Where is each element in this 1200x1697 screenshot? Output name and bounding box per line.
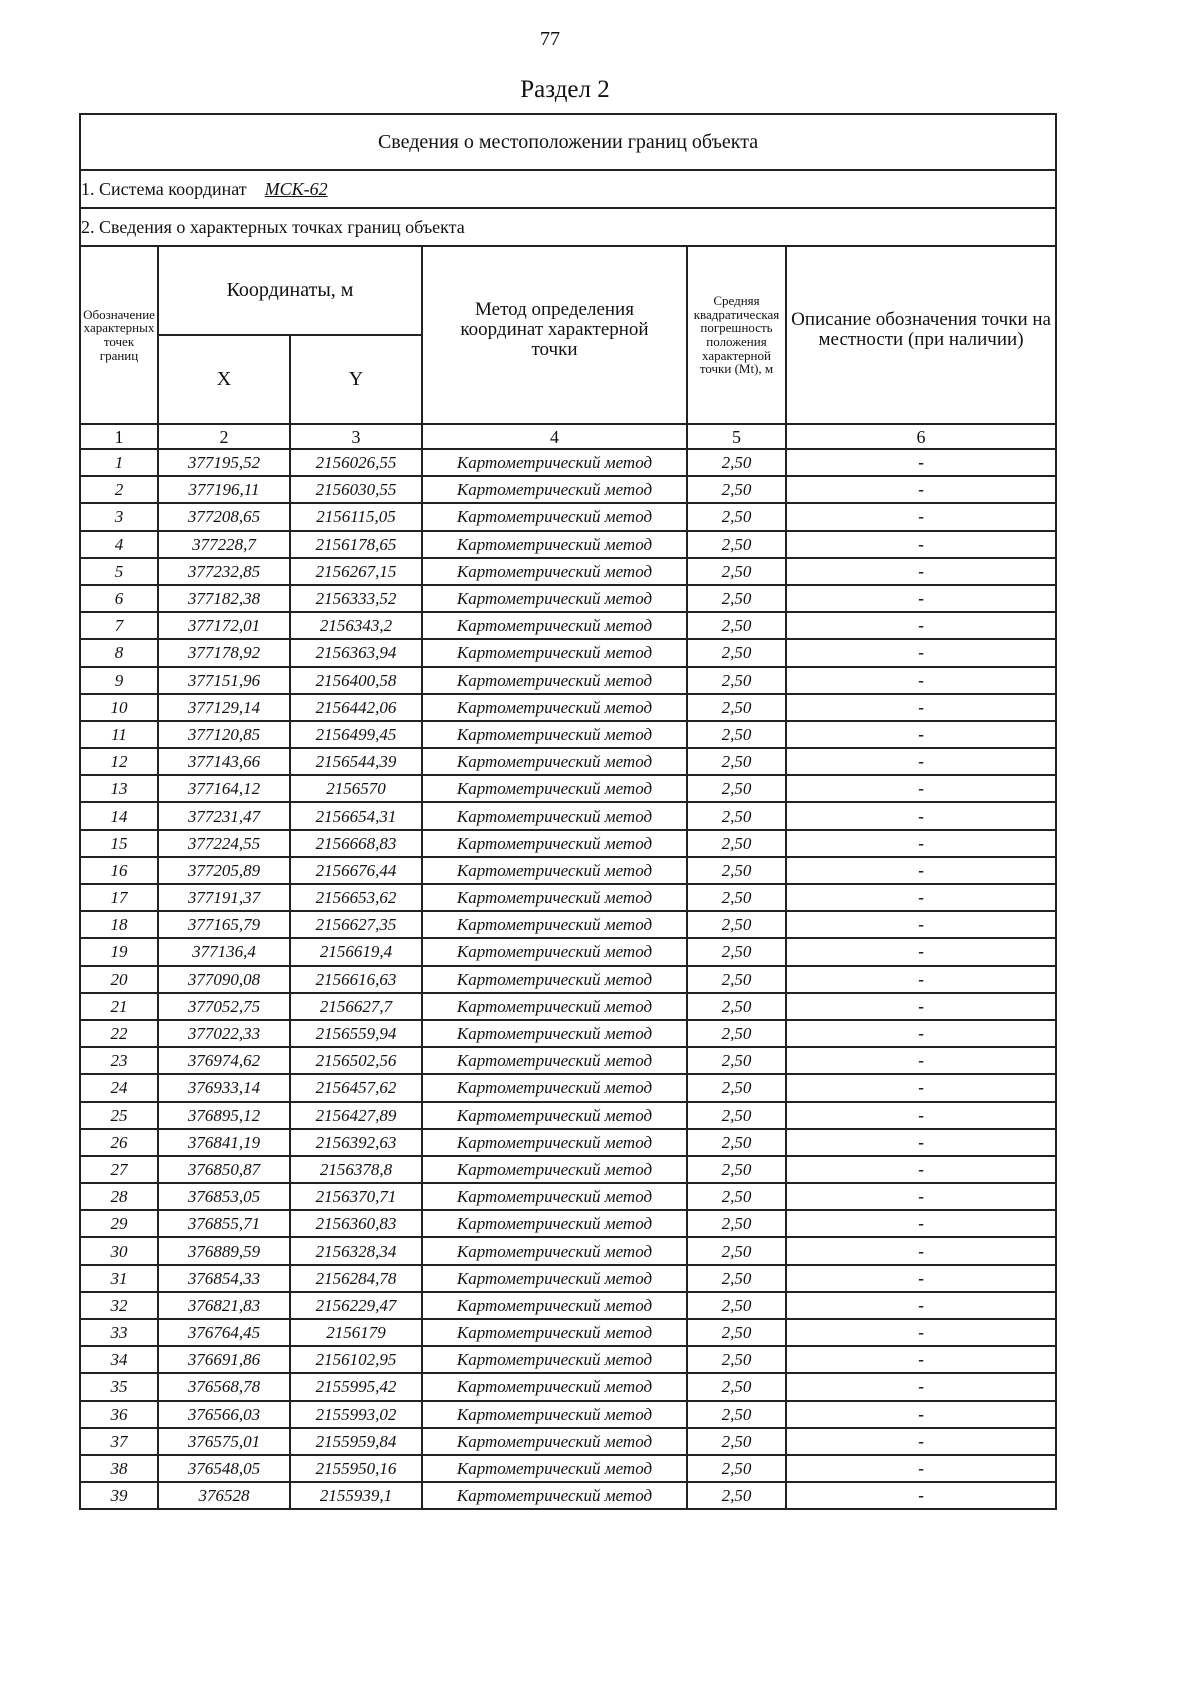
x-coordinate: 376854,33 <box>158 1265 290 1292</box>
x-coordinate: 376933,14 <box>158 1074 290 1101</box>
point-number: 3 <box>80 503 158 530</box>
description-cell: - <box>786 1319 1056 1346</box>
x-coordinate: 376575,01 <box>158 1428 290 1455</box>
y-coordinate: 2156378,8 <box>290 1156 422 1183</box>
description-cell: - <box>786 694 1056 721</box>
x-coordinate: 377052,75 <box>158 993 290 1020</box>
mean-square-error: 2,50 <box>687 802 786 829</box>
header-x: X <box>158 335 290 424</box>
y-coordinate: 2156102,95 <box>290 1346 422 1373</box>
y-coordinate: 2156392,63 <box>290 1129 422 1156</box>
mean-square-error: 2,50 <box>687 1373 786 1400</box>
description-cell: - <box>786 993 1056 1020</box>
description-cell: - <box>786 1047 1056 1074</box>
coordinate-system-row <box>80 170 1056 208</box>
description-cell: - <box>786 1265 1056 1292</box>
point-number: 19 <box>80 938 158 965</box>
description-cell: - <box>786 612 1056 639</box>
table-row <box>80 558 1056 585</box>
y-coordinate: 2156333,52 <box>290 585 422 612</box>
table-row <box>80 884 1056 911</box>
method-cell: Картометрический метод <box>422 802 687 829</box>
x-coordinate: 377182,38 <box>158 585 290 612</box>
method-cell: Картометрический метод <box>422 1210 687 1237</box>
x-coordinate: 377129,14 <box>158 694 290 721</box>
boundary-points-table <box>79 113 1057 1510</box>
table-title: Сведения о местоположении границ объекта <box>80 114 1056 170</box>
x-coordinate: 377191,37 <box>158 884 290 911</box>
x-coordinate: 376895,12 <box>158 1102 290 1129</box>
point-number: 6 <box>80 585 158 612</box>
y-coordinate: 2156360,83 <box>290 1210 422 1237</box>
method-cell: Картометрический метод <box>422 585 687 612</box>
x-coordinate: 376566,03 <box>158 1401 290 1428</box>
method-cell: Картометрический метод <box>422 966 687 993</box>
table-row <box>80 503 1056 530</box>
header-method: Метод определения координат характерной точки <box>422 246 687 424</box>
table-row <box>80 721 1056 748</box>
x-coordinate: 377120,85 <box>158 721 290 748</box>
method-cell: Картометрический метод <box>422 1373 687 1400</box>
section-title: Раздел 2 <box>520 76 610 103</box>
x-coordinate: 377164,12 <box>158 775 290 802</box>
point-number: 2 <box>80 476 158 503</box>
description-cell: - <box>786 1074 1056 1101</box>
description-cell: - <box>786 585 1056 612</box>
x-coordinate: 377224,55 <box>158 830 290 857</box>
description-cell: - <box>786 1346 1056 1373</box>
y-coordinate: 2156627,7 <box>290 993 422 1020</box>
x-coordinate: 377228,7 <box>158 531 290 558</box>
mean-square-error: 2,50 <box>687 476 786 503</box>
mean-square-error: 2,50 <box>687 531 786 558</box>
x-coordinate: 376691,86 <box>158 1346 290 1373</box>
point-number: 8 <box>80 639 158 666</box>
method-cell: Картометрический метод <box>422 1346 687 1373</box>
table-row <box>80 1292 1056 1319</box>
mean-square-error: 2,50 <box>687 1156 786 1183</box>
method-cell: Картометрический метод <box>422 667 687 694</box>
method-cell: Картометрический метод <box>422 721 687 748</box>
point-number: 25 <box>80 1102 158 1129</box>
description-cell: - <box>786 503 1056 530</box>
point-number: 38 <box>80 1455 158 1482</box>
x-coordinate: 376764,45 <box>158 1319 290 1346</box>
column-number: 6 <box>786 424 1056 449</box>
point-number: 20 <box>80 966 158 993</box>
mean-square-error: 2,50 <box>687 639 786 666</box>
y-coordinate: 2156627,35 <box>290 911 422 938</box>
method-cell: Картометрический метод <box>422 1401 687 1428</box>
mean-square-error: 2,50 <box>687 667 786 694</box>
column-number: 1 <box>80 424 158 449</box>
table-row <box>80 1156 1056 1183</box>
mean-square-error: 2,50 <box>687 1319 786 1346</box>
table-row <box>80 694 1056 721</box>
x-coordinate: 377232,85 <box>158 558 290 585</box>
method-cell: Картометрический метод <box>422 911 687 938</box>
column-number: 4 <box>422 424 687 449</box>
x-coordinate: 377090,08 <box>158 966 290 993</box>
method-cell: Картометрический метод <box>422 857 687 884</box>
x-coordinate: 376568,78 <box>158 1373 290 1400</box>
y-coordinate: 2156026,55 <box>290 449 422 476</box>
y-coordinate: 2155950,16 <box>290 1455 422 1482</box>
y-coordinate: 2156363,94 <box>290 639 422 666</box>
point-number: 1 <box>80 449 158 476</box>
x-coordinate: 377165,79 <box>158 911 290 938</box>
x-coordinate: 377136,4 <box>158 938 290 965</box>
mean-square-error: 2,50 <box>687 503 786 530</box>
table-row <box>80 1129 1056 1156</box>
mean-square-error: 2,50 <box>687 585 786 612</box>
x-coordinate: 377208,65 <box>158 503 290 530</box>
method-cell: Картометрический метод <box>422 884 687 911</box>
point-number: 21 <box>80 993 158 1020</box>
method-cell: Картометрический метод <box>422 993 687 1020</box>
mean-square-error: 2,50 <box>687 884 786 911</box>
y-coordinate: 2156370,71 <box>290 1183 422 1210</box>
method-cell: Картометрический метод <box>422 531 687 558</box>
method-cell: Картометрический метод <box>422 476 687 503</box>
mean-square-error: 2,50 <box>687 1020 786 1047</box>
mean-square-error: 2,50 <box>687 1401 786 1428</box>
x-coordinate: 376841,19 <box>158 1129 290 1156</box>
point-number: 30 <box>80 1237 158 1264</box>
y-coordinate: 2155993,02 <box>290 1401 422 1428</box>
header-mean-square-error: Средняя квадратическая погрешность положения характерной точки (Mt), м <box>687 246 786 424</box>
point-number: 18 <box>80 911 158 938</box>
y-coordinate: 2156178,65 <box>290 531 422 558</box>
point-number: 5 <box>80 558 158 585</box>
method-cell: Картометрический метод <box>422 694 687 721</box>
y-coordinate: 2156653,62 <box>290 884 422 911</box>
point-number: 4 <box>80 531 158 558</box>
description-cell: - <box>786 476 1056 503</box>
point-number: 10 <box>80 694 158 721</box>
x-coordinate: 377196,11 <box>158 476 290 503</box>
mean-square-error: 2,50 <box>687 938 786 965</box>
table-row <box>80 1265 1056 1292</box>
point-number: 12 <box>80 748 158 775</box>
mean-square-error: 2,50 <box>687 721 786 748</box>
table-row <box>80 993 1056 1020</box>
table-row <box>80 476 1056 503</box>
method-cell: Картометрический метод <box>422 1102 687 1129</box>
x-coordinate: 376548,05 <box>158 1455 290 1482</box>
method-cell: Картометрический метод <box>422 830 687 857</box>
table-row <box>80 1319 1056 1346</box>
y-coordinate: 2156559,94 <box>290 1020 422 1047</box>
description-cell: - <box>786 1129 1056 1156</box>
points-section-label: 2. Сведения о характерных точках границ объекта <box>80 208 1056 246</box>
point-number: 11 <box>80 721 158 748</box>
table-row <box>80 612 1056 639</box>
x-coordinate: 376528 <box>158 1482 290 1509</box>
y-coordinate: 2156427,89 <box>290 1102 422 1129</box>
y-coordinate: 2156328,34 <box>290 1237 422 1264</box>
y-coordinate: 2156343,2 <box>290 612 422 639</box>
point-number: 33 <box>80 1319 158 1346</box>
description-cell: - <box>786 1373 1056 1400</box>
point-number: 34 <box>80 1346 158 1373</box>
description-cell: - <box>786 1237 1056 1264</box>
coordinate-system-label: 1. Система координат <box>81 178 247 199</box>
table-row <box>80 1102 1056 1129</box>
y-coordinate: 2156400,58 <box>290 667 422 694</box>
description-cell: - <box>786 1183 1056 1210</box>
y-coordinate: 2155959,84 <box>290 1428 422 1455</box>
mean-square-error: 2,50 <box>687 1265 786 1292</box>
column-number: 3 <box>290 424 422 449</box>
coordinate-system-value: МСК-62 <box>264 178 328 199</box>
mean-square-error: 2,50 <box>687 857 786 884</box>
method-cell: Картометрический метод <box>422 1047 687 1074</box>
y-coordinate: 2155939,1 <box>290 1482 422 1509</box>
point-number: 27 <box>80 1156 158 1183</box>
y-coordinate: 2156619,4 <box>290 938 422 965</box>
table-row <box>80 1020 1056 1047</box>
description-cell: - <box>786 911 1056 938</box>
y-coordinate: 2156229,47 <box>290 1292 422 1319</box>
mean-square-error: 2,50 <box>687 775 786 802</box>
y-coordinate: 2156457,62 <box>290 1074 422 1101</box>
y-coordinate: 2155995,42 <box>290 1373 422 1400</box>
table-row <box>80 667 1056 694</box>
point-number: 14 <box>80 802 158 829</box>
mean-square-error: 2,50 <box>687 911 786 938</box>
description-cell: - <box>786 938 1056 965</box>
mean-square-error: 2,50 <box>687 830 786 857</box>
description-cell: - <box>786 830 1056 857</box>
point-number: 32 <box>80 1292 158 1319</box>
method-cell: Картометрический метод <box>422 938 687 965</box>
header-description: Описание обозначения точки на местности (при наличии) <box>786 246 1056 424</box>
mean-square-error: 2,50 <box>687 748 786 775</box>
header-y: Y <box>290 335 422 424</box>
method-cell: Картометрический метод <box>422 612 687 639</box>
method-cell: Картометрический метод <box>422 1292 687 1319</box>
x-coordinate: 377178,92 <box>158 639 290 666</box>
description-cell: - <box>786 1156 1056 1183</box>
description-cell: - <box>786 1482 1056 1509</box>
method-cell: Картометрический метод <box>422 1482 687 1509</box>
mean-square-error: 2,50 <box>687 1346 786 1373</box>
table-row <box>80 1074 1056 1101</box>
x-coordinate: 376889,59 <box>158 1237 290 1264</box>
y-coordinate: 2156179 <box>290 1319 422 1346</box>
mean-square-error: 2,50 <box>687 1074 786 1101</box>
mean-square-error: 2,50 <box>687 1237 786 1264</box>
y-coordinate: 2156676,44 <box>290 857 422 884</box>
mean-square-error: 2,50 <box>687 1482 786 1509</box>
description-cell: - <box>786 558 1056 585</box>
mean-square-error: 2,50 <box>687 694 786 721</box>
point-number: 9 <box>80 667 158 694</box>
mean-square-error: 2,50 <box>687 1102 786 1129</box>
description-cell: - <box>786 1210 1056 1237</box>
method-cell: Картометрический метод <box>422 1237 687 1264</box>
x-coordinate: 376821,83 <box>158 1292 290 1319</box>
mean-square-error: 2,50 <box>687 1210 786 1237</box>
x-coordinate: 376974,62 <box>158 1047 290 1074</box>
table-row <box>80 1183 1056 1210</box>
point-number: 26 <box>80 1129 158 1156</box>
method-cell: Картометрический метод <box>422 503 687 530</box>
description-cell: - <box>786 775 1056 802</box>
description-cell: - <box>786 449 1056 476</box>
description-cell: - <box>786 1292 1056 1319</box>
method-cell: Картометрический метод <box>422 1074 687 1101</box>
method-cell: Картометрический метод <box>422 558 687 585</box>
mean-square-error: 2,50 <box>687 993 786 1020</box>
description-cell: - <box>786 1428 1056 1455</box>
method-cell: Картометрический метод <box>422 639 687 666</box>
table-row <box>80 748 1056 775</box>
column-number: 2 <box>158 424 290 449</box>
point-number: 29 <box>80 1210 158 1237</box>
table-row <box>80 531 1056 558</box>
point-number: 22 <box>80 1020 158 1047</box>
table-row <box>80 802 1056 829</box>
mean-square-error: 2,50 <box>687 1292 786 1319</box>
description-cell: - <box>786 1020 1056 1047</box>
y-coordinate: 2156668,83 <box>290 830 422 857</box>
y-coordinate: 2156442,06 <box>290 694 422 721</box>
x-coordinate: 377143,66 <box>158 748 290 775</box>
y-coordinate: 2156654,31 <box>290 802 422 829</box>
method-cell: Картометрический метод <box>422 1183 687 1210</box>
method-cell: Картометрический метод <box>422 449 687 476</box>
description-cell: - <box>786 802 1056 829</box>
point-number: 24 <box>80 1074 158 1101</box>
y-coordinate: 2156267,15 <box>290 558 422 585</box>
method-cell: Картометрический метод <box>422 748 687 775</box>
point-number: 17 <box>80 884 158 911</box>
method-cell: Картометрический метод <box>422 1156 687 1183</box>
method-cell: Картометрический метод <box>422 1265 687 1292</box>
table-row <box>80 938 1056 965</box>
method-cell: Картометрический метод <box>422 1455 687 1482</box>
point-number: 13 <box>80 775 158 802</box>
y-coordinate: 2156030,55 <box>290 476 422 503</box>
method-cell: Картометрический метод <box>422 1319 687 1346</box>
x-coordinate: 377172,01 <box>158 612 290 639</box>
y-coordinate: 2156502,56 <box>290 1047 422 1074</box>
description-cell: - <box>786 531 1056 558</box>
mean-square-error: 2,50 <box>687 1428 786 1455</box>
description-cell: - <box>786 1455 1056 1482</box>
x-coordinate: 376850,87 <box>158 1156 290 1183</box>
table-row <box>80 1401 1056 1428</box>
table-row <box>80 830 1056 857</box>
mean-square-error: 2,50 <box>687 612 786 639</box>
description-cell: - <box>786 884 1056 911</box>
point-number: 23 <box>80 1047 158 1074</box>
table-row <box>80 1047 1056 1074</box>
description-cell: - <box>786 857 1056 884</box>
table-row <box>80 1373 1056 1400</box>
mean-square-error: 2,50 <box>687 1129 786 1156</box>
description-cell: - <box>786 667 1056 694</box>
mean-square-error: 2,50 <box>687 1047 786 1074</box>
point-number: 28 <box>80 1183 158 1210</box>
mean-square-error: 2,50 <box>687 449 786 476</box>
x-coordinate: 377151,96 <box>158 667 290 694</box>
table-row <box>80 911 1056 938</box>
y-coordinate: 2156115,05 <box>290 503 422 530</box>
x-coordinate: 377195,52 <box>158 449 290 476</box>
point-number: 16 <box>80 857 158 884</box>
method-cell: Картометрический метод <box>422 775 687 802</box>
point-number: 39 <box>80 1482 158 1509</box>
column-number: 5 <box>687 424 786 449</box>
table-row <box>80 857 1056 884</box>
method-cell: Картометрический метод <box>422 1428 687 1455</box>
point-number: 36 <box>80 1401 158 1428</box>
y-coordinate: 2156284,78 <box>290 1265 422 1292</box>
table-row <box>80 1482 1056 1509</box>
y-coordinate: 2156570 <box>290 775 422 802</box>
method-cell: Картометрический метод <box>422 1020 687 1047</box>
y-coordinate: 2156499,45 <box>290 721 422 748</box>
y-coordinate: 2156544,39 <box>290 748 422 775</box>
page-number: 77 <box>540 28 560 50</box>
point-number: 7 <box>80 612 158 639</box>
mean-square-error: 2,50 <box>687 966 786 993</box>
mean-square-error: 2,50 <box>687 1455 786 1482</box>
table-row <box>80 585 1056 612</box>
x-coordinate: 377231,47 <box>158 802 290 829</box>
description-cell: - <box>786 721 1056 748</box>
point-number: 31 <box>80 1265 158 1292</box>
description-cell: - <box>786 1401 1056 1428</box>
description-cell: - <box>786 748 1056 775</box>
x-coordinate: 376853,05 <box>158 1183 290 1210</box>
mean-square-error: 2,50 <box>687 1183 786 1210</box>
table-row <box>80 1210 1056 1237</box>
point-number: 15 <box>80 830 158 857</box>
x-coordinate: 377022,33 <box>158 1020 290 1047</box>
table-row <box>80 1455 1056 1482</box>
table-row <box>80 1346 1056 1373</box>
description-cell: - <box>786 639 1056 666</box>
method-cell: Картометрический метод <box>422 1129 687 1156</box>
description-cell: - <box>786 1102 1056 1129</box>
table-row <box>80 449 1056 476</box>
point-number: 35 <box>80 1373 158 1400</box>
table-row <box>80 966 1056 993</box>
x-coordinate: 377205,89 <box>158 857 290 884</box>
description-cell: - <box>786 966 1056 993</box>
x-coordinate: 376855,71 <box>158 1210 290 1237</box>
table-row <box>80 775 1056 802</box>
y-coordinate: 2156616,63 <box>290 966 422 993</box>
header-coordinates: Координаты, м <box>158 246 422 335</box>
header-point-designation: Обозначение характерных точек границ <box>80 246 158 424</box>
table-row <box>80 1428 1056 1455</box>
table-row <box>80 1237 1056 1264</box>
point-number: 37 <box>80 1428 158 1455</box>
column-number-row <box>80 424 1056 449</box>
table-row <box>80 639 1056 666</box>
mean-square-error: 2,50 <box>687 558 786 585</box>
